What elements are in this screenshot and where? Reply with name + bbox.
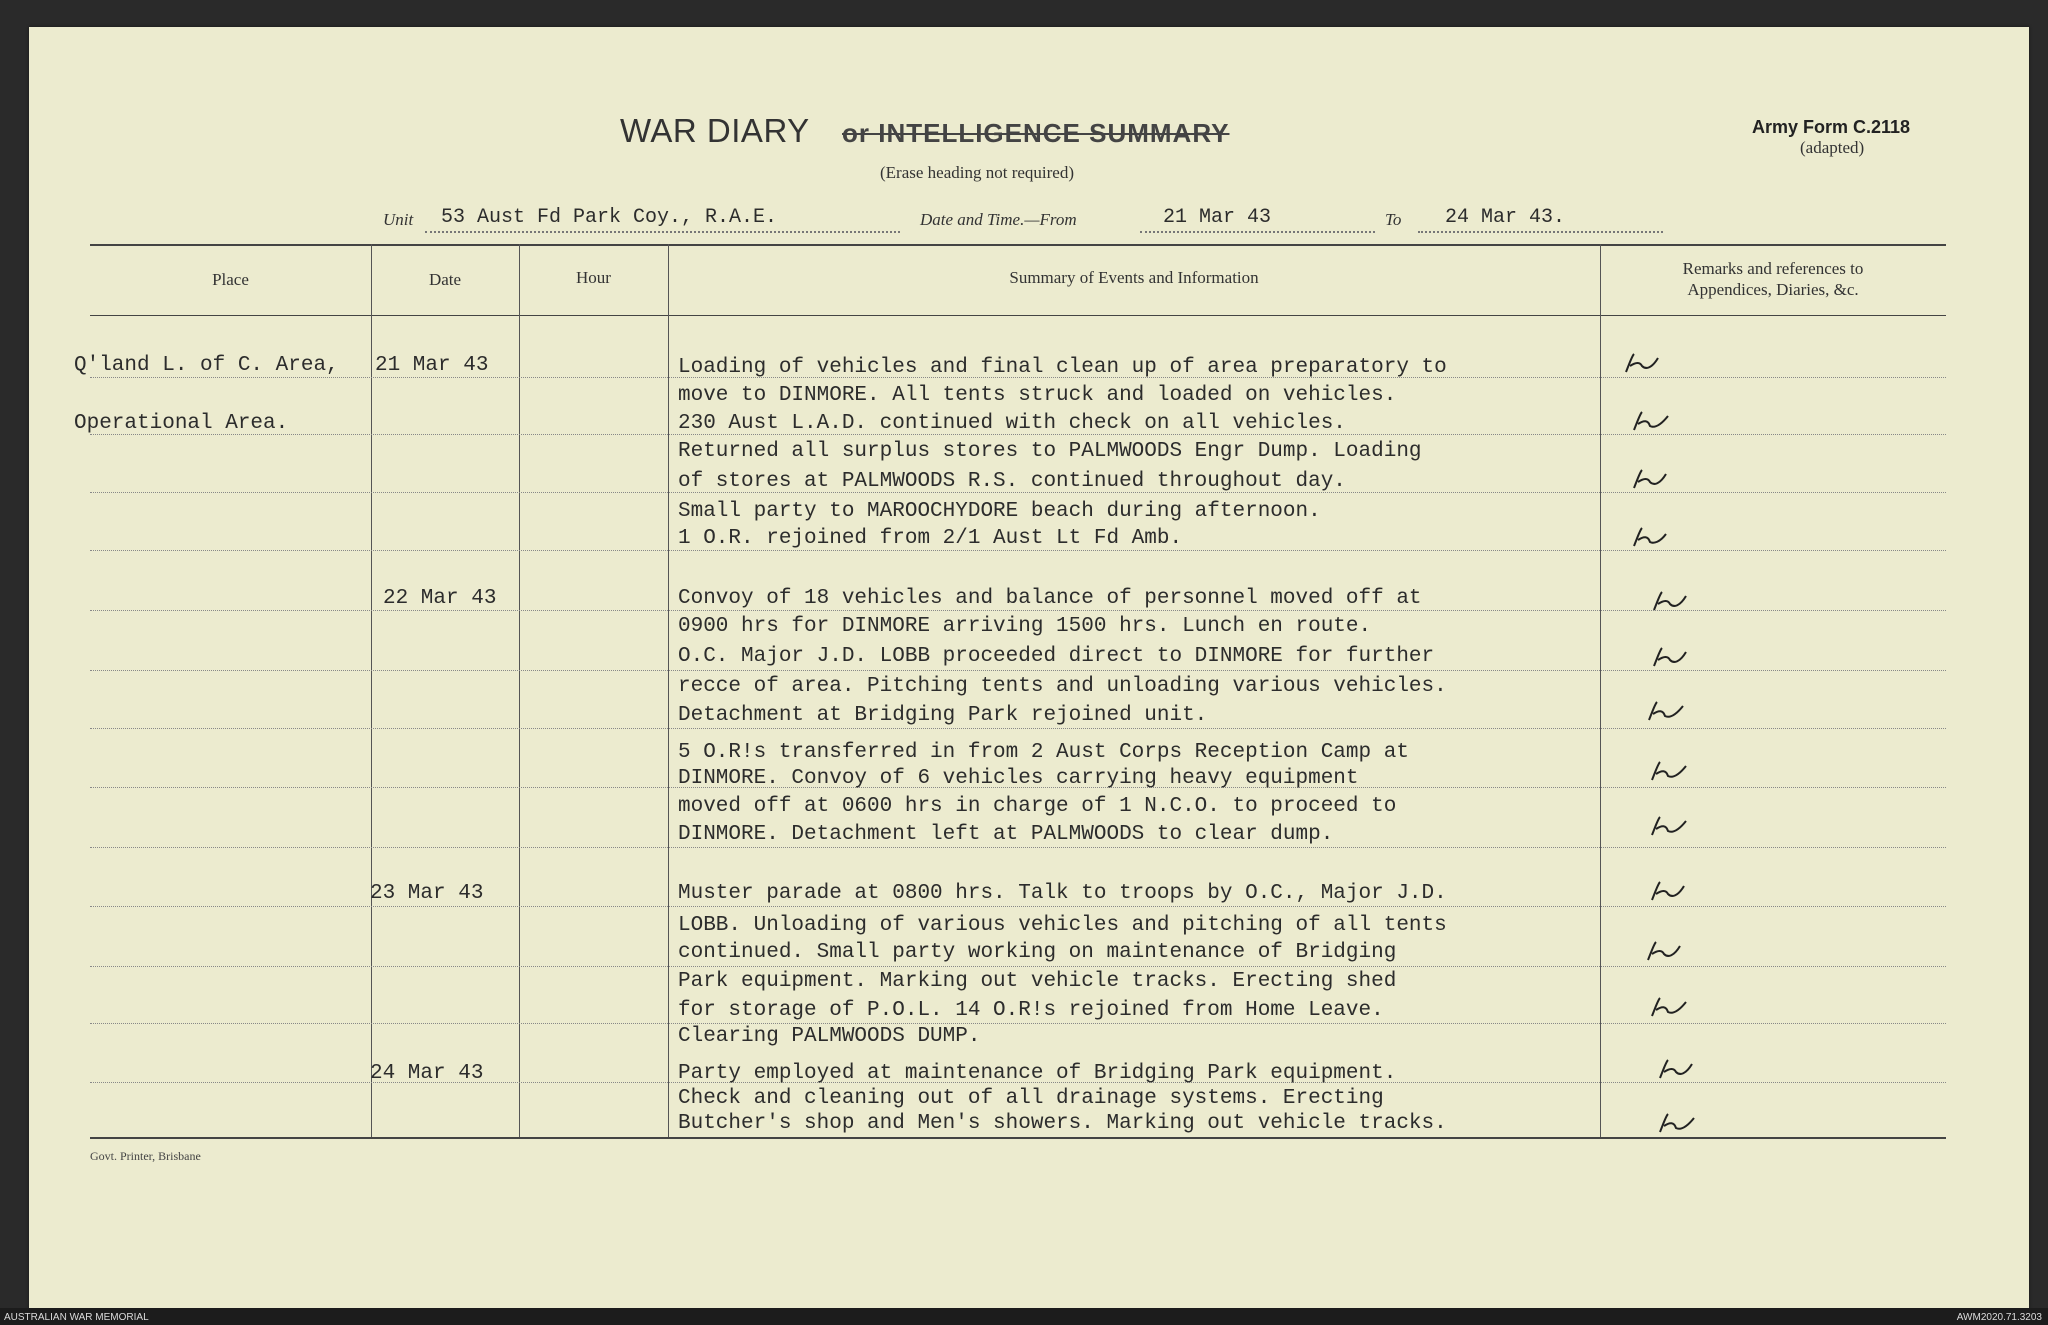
summary-line: Clearing PALMWOODS DUMP. bbox=[678, 1025, 981, 1048]
initials-signature bbox=[1648, 880, 1688, 904]
summary-line: for storage of P.O.L. 14 O.R!s rejoined from Home Leave. bbox=[678, 999, 1384, 1022]
column-header-remarks: Remarks and references to bbox=[1682, 259, 1864, 278]
summary-line: 0900 hrs for DINMORE arriving 1500 hrs. Lunch en route. bbox=[678, 615, 1372, 638]
army-form-number: Army Form C.2118 bbox=[1752, 117, 1911, 137]
initials-signature bbox=[1650, 590, 1690, 614]
initials-signature bbox=[1644, 940, 1684, 964]
initials-signature bbox=[1656, 1112, 1696, 1136]
summary-line: DINMORE. Detachment left at PALMWOODS to clear dump. bbox=[678, 823, 1334, 846]
unit-label: Unit bbox=[383, 210, 414, 229]
summary-line: moved off at 0600 hrs in charge of 1 N.C.O. to proceed to bbox=[678, 795, 1397, 818]
place-entry: Q'land L. of C. Area, bbox=[74, 354, 339, 377]
to-dotted-line bbox=[1418, 231, 1663, 233]
ruled-line bbox=[90, 847, 1946, 848]
date-from-label: Date and Time.—From bbox=[920, 210, 1077, 229]
summary-line: O.C. Major J.D. LOBB proceeded direct to DINMORE for further bbox=[678, 645, 1435, 668]
date-entry: 24 Mar 43 bbox=[370, 1062, 484, 1085]
initials-signature bbox=[1630, 468, 1670, 492]
summary-line: Park equipment. Marking out vehicle tracks. Erecting shed bbox=[678, 970, 1397, 993]
summary-line: Returned all surplus stores to PALMWOODS Engr Dump. Loading bbox=[678, 440, 1422, 463]
column-header-remarks-2: Appendices, Diaries, &c. bbox=[1687, 280, 1859, 299]
initials-signature bbox=[1656, 1058, 1696, 1082]
summary-line: LOBB. Unloading of various vehicles and pitching of all tents bbox=[678, 914, 1447, 937]
ruled-line bbox=[90, 1023, 1946, 1024]
summary-line: of stores at PALMWOODS R.S. continued throughout day. bbox=[678, 470, 1346, 493]
table-bottom-rule bbox=[90, 1137, 1946, 1139]
initials-signature bbox=[1645, 700, 1685, 724]
summary-line: Party employed at maintenance of Bridging Park equipment. bbox=[678, 1062, 1397, 1085]
summary-line: Detachment at Bridging Park rejoined unit. bbox=[678, 704, 1208, 727]
archive-name: AUSTRALIAN WAR MEMORIAL bbox=[4, 1312, 149, 1323]
ruled-line bbox=[90, 728, 1946, 729]
table-top-rule bbox=[90, 244, 1946, 246]
table-header-rule bbox=[90, 315, 1946, 316]
date-entry: 23 Mar 43 bbox=[370, 882, 484, 905]
unit-value: 53 Aust Fd Park Coy., R.A.E. bbox=[441, 206, 778, 229]
page-title: WAR DIARY bbox=[620, 112, 810, 149]
date-to-value: 24 Mar 43. bbox=[1445, 206, 1566, 229]
initials-signature bbox=[1650, 646, 1690, 670]
ruled-line bbox=[90, 550, 1946, 551]
erase-note: (Erase heading not required) bbox=[880, 163, 1074, 182]
archive-footer-bar bbox=[0, 1308, 2048, 1325]
summary-line: Check and cleaning out of all drainage systems. Erecting bbox=[678, 1087, 1384, 1110]
initials-signature bbox=[1630, 526, 1670, 550]
summary-line: recce of area. Pitching tents and unloading various vehicles. bbox=[678, 675, 1447, 698]
summary-line: Butcher's shop and Men's showers. Marking out vehicle tracks. bbox=[678, 1112, 1447, 1135]
summary-line: 5 O.R!s transferred in from 2 Aust Corps Reception Camp at bbox=[678, 741, 1409, 764]
column-header-summary: Summary of Events and Information bbox=[1009, 268, 1259, 287]
place-entry: Operational Area. bbox=[74, 412, 289, 435]
date-from-value: 21 Mar 43 bbox=[1163, 206, 1272, 229]
column-header-place: Place bbox=[212, 270, 249, 289]
summary-line: 230 Aust L.A.D. continued with check on all vehicles. bbox=[678, 412, 1346, 435]
date-entry: 22 Mar 43 bbox=[383, 587, 497, 610]
date-to-label: To bbox=[1385, 210, 1402, 229]
unit-dotted-line bbox=[425, 231, 900, 233]
date-entry: 21 Mar 43 bbox=[375, 354, 489, 377]
summary-line: continued. Small party working on maintenance of Bridging bbox=[678, 941, 1397, 964]
initials-signature bbox=[1648, 996, 1688, 1020]
column-header-hour: Hour bbox=[576, 268, 611, 287]
summary-line: move to DINMORE. All tents struck and loaded on vehicles. bbox=[678, 384, 1397, 407]
initials-signature bbox=[1648, 760, 1688, 784]
summary-line: DINMORE. Convoy of 6 vehicles carrying heavy equipment bbox=[678, 767, 1359, 790]
initials-signature bbox=[1648, 815, 1688, 839]
adapted-note: (adapted) bbox=[1800, 138, 1865, 157]
struck-heading: or INTELLIGENCE SUMMARY bbox=[842, 118, 1230, 148]
summary-line: Loading of vehicles and final clean up of area preparatory to bbox=[678, 356, 1447, 379]
column-header-date: Date bbox=[428, 270, 462, 289]
ruled-line bbox=[90, 966, 1946, 967]
initials-signature bbox=[1622, 352, 1662, 376]
ruled-line bbox=[90, 670, 1946, 671]
printer-imprint: Govt. Printer, Brisbane bbox=[90, 1149, 201, 1163]
archive-reference: AWM2020.71.3203 bbox=[1956, 1312, 2042, 1323]
ruled-line bbox=[90, 906, 1946, 907]
summary-line: 1 O.R. rejoined from 2/1 Aust Lt Fd Amb. bbox=[678, 527, 1183, 550]
summary-line: Convoy of 18 vehicles and balance of personnel moved off at bbox=[678, 587, 1422, 610]
summary-line: Muster parade at 0800 hrs. Talk to troops by O.C., Major J.D. bbox=[678, 882, 1447, 905]
from-dotted-line bbox=[1140, 231, 1375, 233]
summary-line: Small party to MAROOCHYDORE beach during afternoon. bbox=[678, 500, 1321, 523]
initials-signature bbox=[1630, 410, 1670, 434]
